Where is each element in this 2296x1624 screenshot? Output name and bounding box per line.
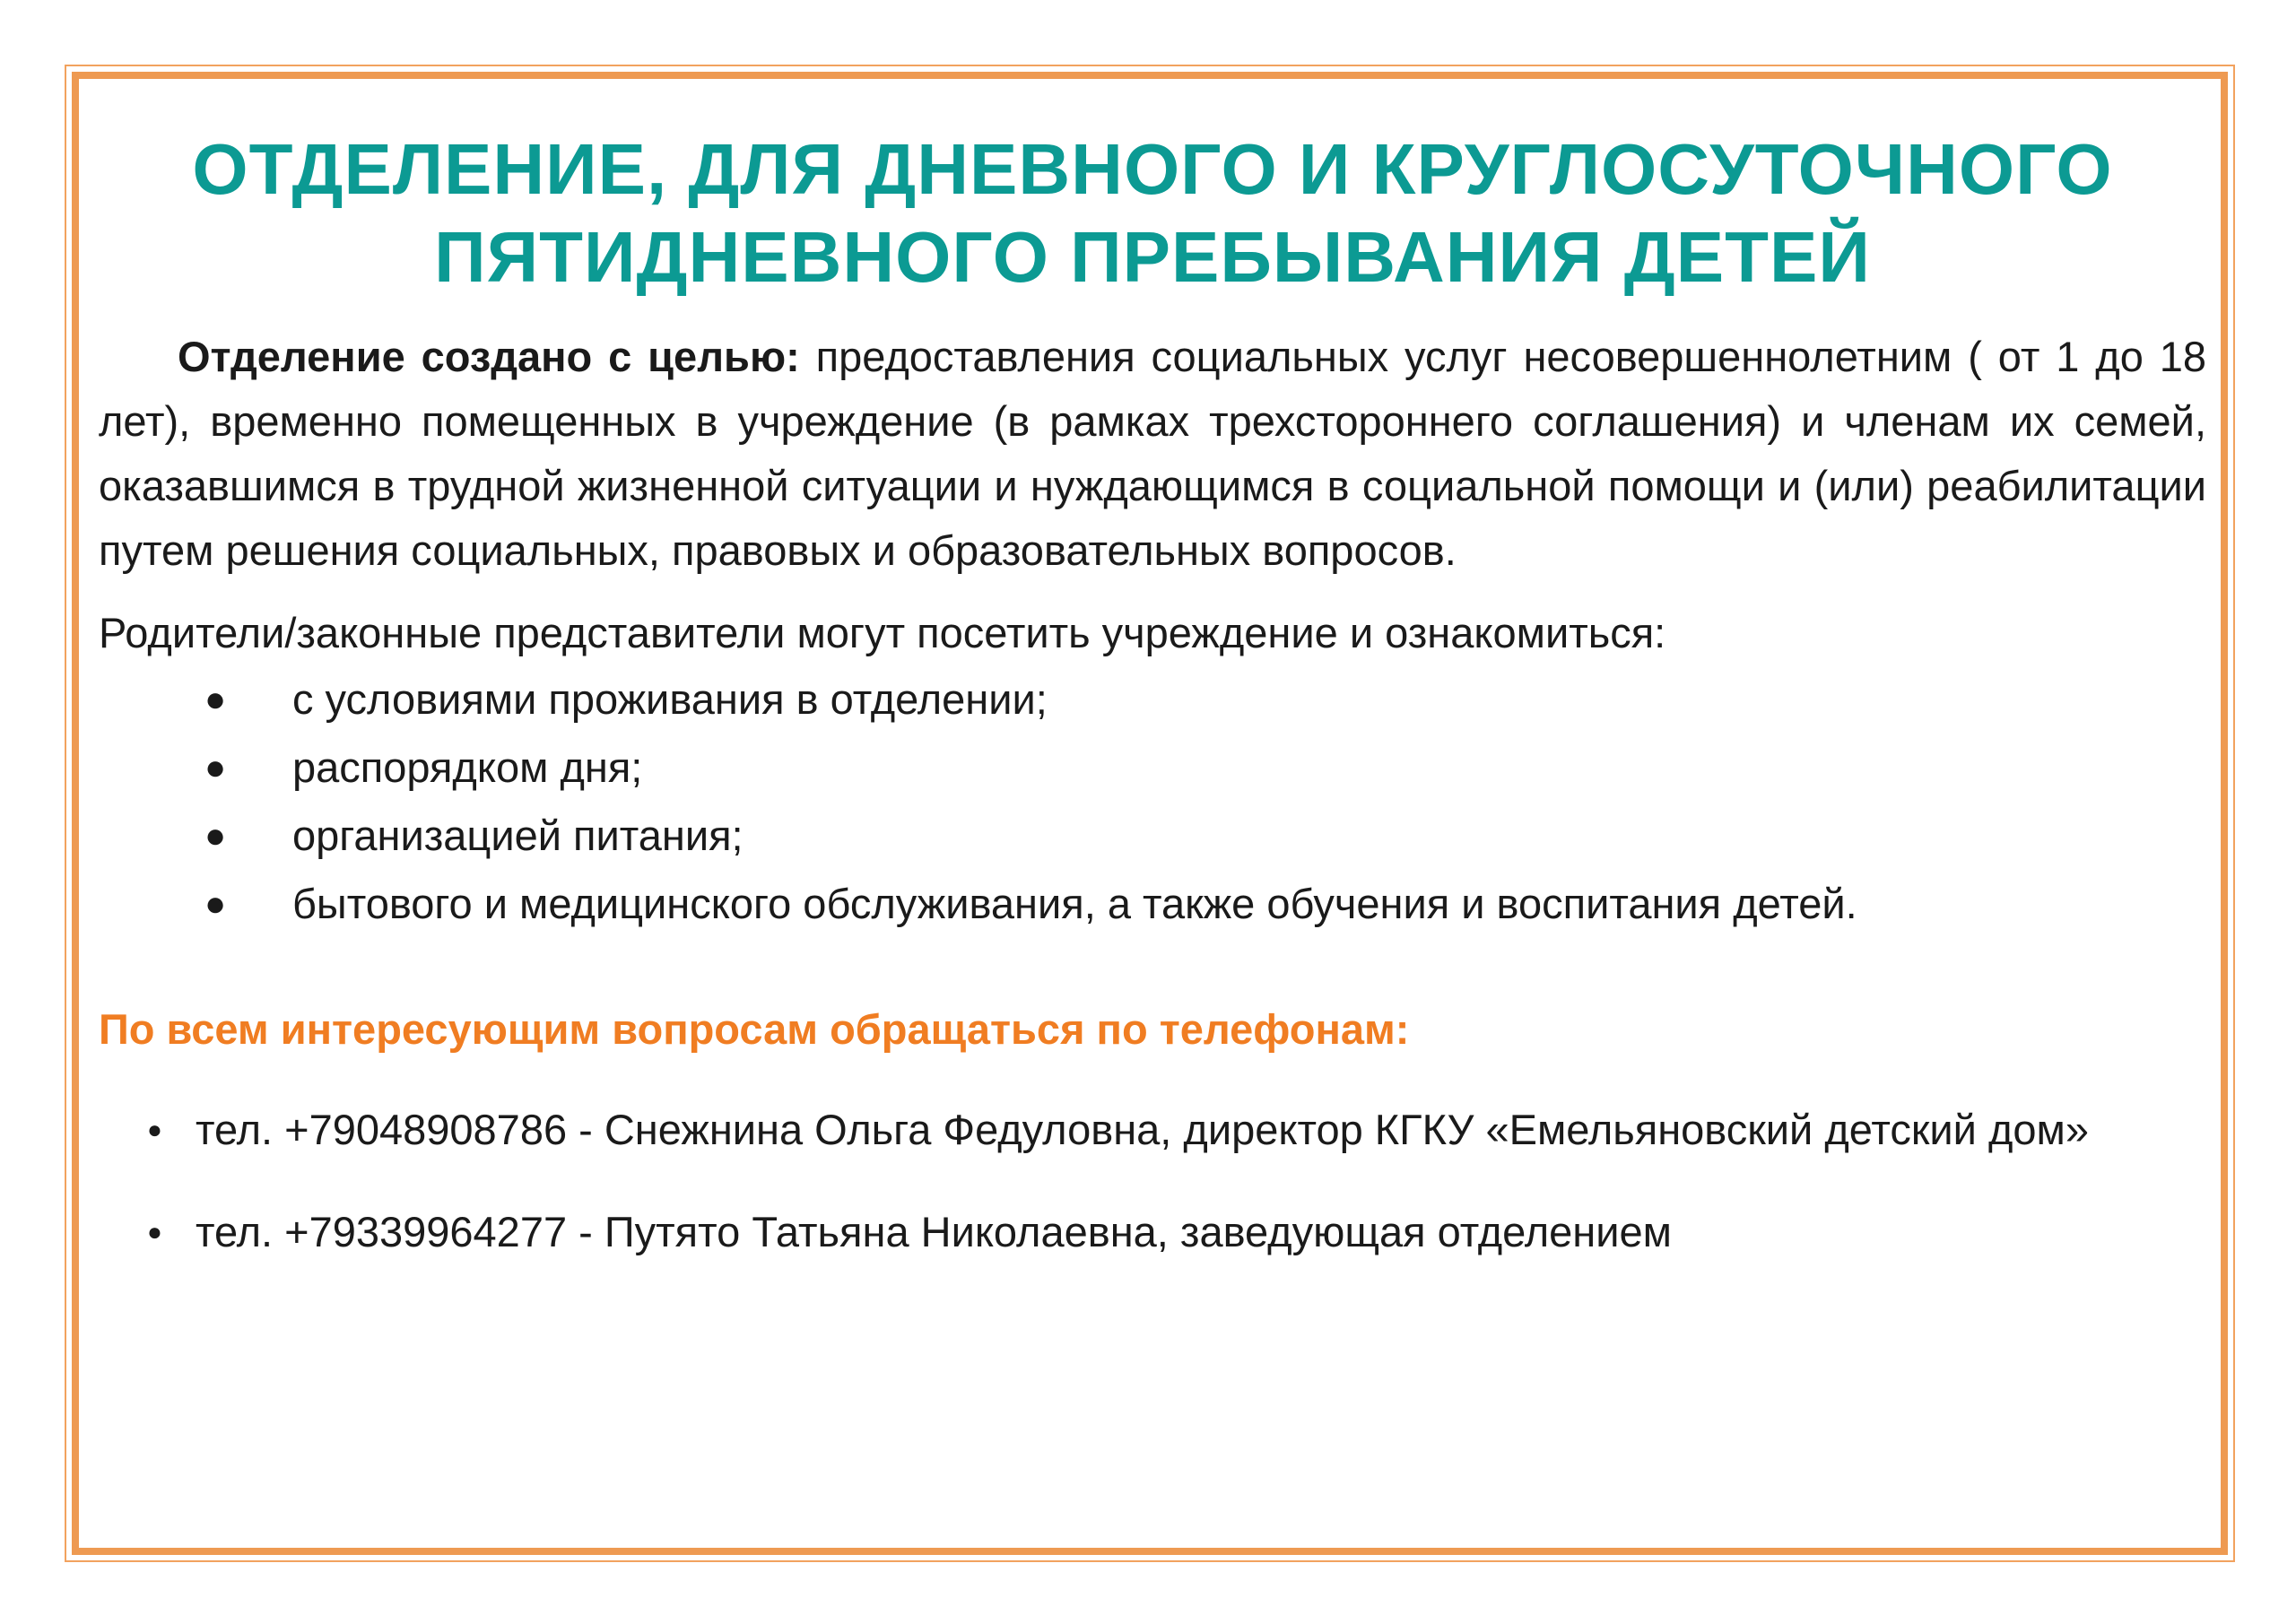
bullet-icon: ● [204,884,227,924]
list-item-text: организацией питания; [292,812,744,859]
contacts-heading: По всем интересующим вопросам обращаться по телефонам: [99,1005,1410,1053]
bullet-icon: ● [204,748,227,787]
bullet-icon: ● [147,1116,162,1143]
visit-list [99,665,2206,938]
intro-text: предоставления социальных услуг несовершеннолетним ( от 1 до 18 лет), временно помещенных в учреждение (в рамках трехстороннего соглашения) и членам их семей, оказавшимся в трудной жизненной ситуации и нуждающимся в социальной помощи и (или) реабилитации путем решения социальных, правовых и образовательных вопросов. [99,333,2206,574]
intro-paragraph [99,325,2206,583]
contact-item-text: тел. +79048908786 - Снежнина Ольга Федуловна, директор КГКУ «Емельяновский детский дом» [196,1106,2090,1153]
bullet-icon: ● [204,680,227,719]
contact-item [99,1098,2206,1162]
contact-item [99,1200,2206,1264]
list-item [99,802,2206,870]
visit-paragraph: Родители/законные представители могут посетить учреждение и ознакомиться: [99,609,1666,656]
document-content [99,126,2206,1302]
list-item-text: бытового и медицинского обслуживания, а также обучения и воспитания детей. [292,880,1857,927]
list-item [99,734,2206,802]
list-item-text: распорядком дня; [292,743,643,791]
title-line-1: ОТДЕЛЕНИЕ, ДЛЯ ДНЕВНОГО И КРУГЛОСУТОЧНОГО [192,129,2113,209]
bullet-icon: ● [147,1218,162,1246]
contacts-list [99,1098,2206,1264]
intro-lead: Отделение создано с целью: [178,333,800,380]
list-item [99,665,2206,734]
page-title [99,126,2206,301]
title-line-2: ПЯТИДНЕВНОГО ПРЕБЫВАНИЯ ДЕТЕЙ [434,217,1871,297]
bullet-icon: ● [204,816,227,855]
contact-item-text: тел. +79339964277 - Путято Татьяна Николаевна, заведующая отделением [196,1208,1672,1255]
list-item [99,870,2206,938]
list-item-text: с условиями проживания в отделении; [292,675,1048,723]
